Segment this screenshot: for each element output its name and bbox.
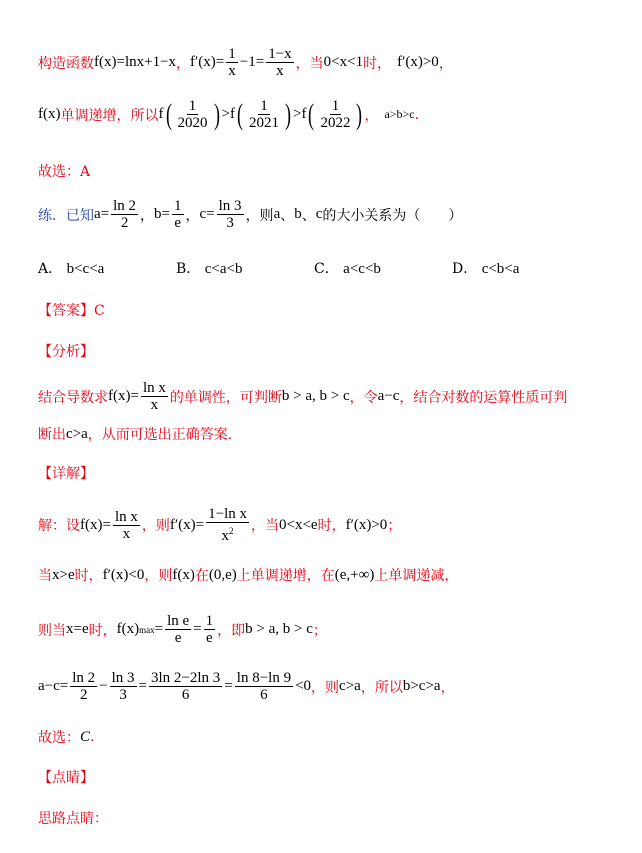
comment-heading: [38, 767, 94, 787]
math-interval-e-inf: (e,+∞): [334, 566, 375, 583]
text: ；: [387, 518, 402, 534]
math-c-eq: c=: [199, 206, 215, 222]
numerator: ln 8−ln 9: [236, 670, 292, 686]
numerator: ln 2: [113, 198, 137, 214]
math-eq: =: [138, 678, 148, 694]
detail-line-2: [38, 565, 458, 585]
math-fx: f(x): [116, 621, 140, 637]
math-a-minus-c-eq: a−c=: [38, 678, 69, 694]
math-interval: 0<x<e: [279, 516, 318, 533]
numerator: 1: [205, 613, 214, 629]
math-f: f: [301, 106, 307, 122]
denominator: e: [206, 630, 213, 646]
denominator: x: [276, 63, 284, 79]
detail-line-1: [38, 506, 401, 544]
text: 故选：: [38, 730, 80, 746]
text: 的单调性，可判断: [169, 389, 282, 406]
comment-title: 【点睛】: [38, 770, 94, 786]
fraction-ln3-over-3: [110, 670, 137, 703]
math-a-b-c: a>b>c: [384, 107, 415, 121]
detail-line-4: [38, 670, 455, 703]
numerator: ln x: [142, 380, 166, 396]
option-expr: c<b<a: [481, 261, 520, 277]
detail-heading: [38, 463, 94, 483]
math-fx: f(x): [172, 566, 195, 583]
math-fx-eq: f(x)=: [108, 388, 139, 404]
text: ，所以: [360, 679, 403, 696]
answer-text: 【答案】C: [38, 303, 105, 319]
fraction-ln8-ln9: [235, 670, 293, 703]
text: ；: [312, 622, 327, 639]
denominator: e: [174, 215, 182, 231]
math-c: C: [80, 728, 91, 745]
math-c: c: [315, 206, 323, 222]
text-comma: ，: [364, 107, 379, 124]
fraction-combined: [149, 670, 222, 703]
text-choice-a: 故选：A: [38, 164, 91, 180]
analysis-line-2: [38, 424, 232, 444]
text-then: ，则: [245, 207, 274, 224]
line-construct-function: [38, 46, 453, 79]
math-b-gt: b > a, b > c: [245, 621, 313, 637]
paren-right: ): [284, 97, 291, 131]
math-c-gt-a: c>a: [339, 678, 361, 694]
math-x-gt-e: x>e: [52, 566, 75, 583]
text: 在: [194, 568, 209, 584]
math-eq: =: [154, 621, 164, 637]
denominator: [220, 523, 236, 544]
option-b: [176, 258, 242, 278]
denominator: 6: [260, 687, 268, 703]
text: ，从而可选出正确答案.: [87, 427, 233, 443]
math-a-eq: a=: [94, 206, 110, 222]
text-comma: ，: [176, 55, 191, 72]
fraction-ln3-over-3: [217, 198, 244, 231]
math-minus: −: [99, 678, 108, 694]
option-label: B．: [176, 261, 201, 277]
text: .: [90, 729, 95, 745]
numerator: 1: [331, 98, 340, 114]
text: ，则: [144, 568, 173, 584]
fraction-1-over-e: [172, 198, 184, 231]
fraction-1-minus-x-over-x: [266, 46, 293, 79]
denominator: x: [122, 525, 131, 542]
comment-text: 思路点睛：: [38, 811, 108, 827]
math-interval: 0<x<1: [323, 54, 364, 70]
denominator: 2022: [320, 115, 351, 131]
text-comma: ，: [140, 207, 155, 224]
numerator: 1−x: [268, 46, 292, 62]
detail-line-3: [38, 613, 327, 646]
text: ，当: [251, 518, 279, 534]
exponent: 2: [229, 526, 234, 536]
text-time: 时，: [363, 55, 392, 72]
option-label: A．: [38, 261, 63, 277]
analysis-title: 【分析】: [38, 344, 94, 360]
text-comma: ，: [185, 207, 200, 224]
numerator: 1−ln x: [208, 506, 247, 522]
math-a: a: [273, 206, 281, 222]
paren-right: ): [356, 97, 363, 131]
detail-line-5: [38, 727, 94, 747]
fraction-1-over-2022: [318, 98, 352, 131]
text: 时，: [317, 518, 346, 534]
math-f: f: [158, 106, 164, 122]
text-relation: 的大小关系为（ ）: [322, 207, 463, 224]
text: ，即: [217, 622, 246, 639]
denominator: 3: [226, 215, 234, 231]
denominator: x: [228, 63, 236, 79]
denominator: 2021: [248, 115, 279, 131]
x: x: [221, 528, 230, 544]
text: 结合导数求: [38, 389, 108, 406]
fraction-ln2-over-2: [70, 670, 97, 703]
paren-right: ): [213, 97, 220, 131]
text-comma: ，: [438, 55, 453, 72]
numerator: ln x: [114, 508, 138, 525]
paren-left: (: [308, 97, 315, 131]
option-d: [452, 258, 519, 278]
answer-heading: [38, 300, 105, 320]
text: 上单调递减，: [374, 568, 459, 584]
text: 时，: [74, 568, 103, 584]
option-label: C．: [314, 261, 339, 277]
math-c-gt-a: c>a: [66, 425, 88, 442]
math-fx: f(x): [38, 106, 61, 122]
denominator: 2: [79, 687, 88, 703]
text: ，则: [141, 518, 170, 534]
text: 解：设: [38, 518, 80, 534]
numerator: 1: [188, 98, 197, 114]
text: ，则: [311, 679, 340, 696]
math-f: f: [229, 106, 235, 122]
text-period: .: [414, 106, 420, 123]
paren-left: (: [165, 97, 172, 131]
text: ，: [440, 679, 455, 696]
text: 断出: [38, 427, 66, 443]
text-construct: 构造函数: [38, 55, 94, 72]
text: 时，: [88, 622, 117, 639]
numerator: 1: [260, 98, 268, 114]
math-minus-one: −1=: [239, 54, 265, 70]
text-when: ，当: [295, 55, 324, 72]
math-gt: >: [221, 106, 230, 122]
numerator: 3ln 2−2ln 3: [151, 670, 221, 686]
fraction-lnx-over-x: [113, 509, 140, 542]
option-expr: a<c<b: [343, 261, 381, 277]
comment-line: [38, 808, 108, 828]
text: ，结合对数的运算性质可判: [399, 389, 568, 406]
fraction-derivative: [206, 506, 249, 544]
analysis-heading: [38, 341, 94, 361]
fraction-1-over-2020: [176, 98, 210, 131]
line-choice: [38, 161, 90, 181]
option-c: [314, 258, 381, 278]
denominator: x: [150, 397, 159, 413]
text-sep: 、: [280, 207, 295, 224]
numerator: ln 3: [218, 198, 242, 214]
math-b-eq: b=: [154, 206, 171, 222]
math-lt-zero: <0: [295, 678, 312, 694]
fraction-ln2-over-2: [111, 198, 138, 231]
fraction-lne-over-e: [165, 613, 191, 646]
denominator: 2020: [177, 115, 208, 131]
text: 则当: [38, 622, 66, 639]
text-sep: 、: [301, 207, 316, 224]
math-fprime-positive: f′(x)>0: [345, 516, 388, 533]
denominator: 3: [119, 687, 127, 703]
option-label: D．: [452, 261, 478, 277]
math-fprime-negative: f′(x)<0: [102, 566, 145, 583]
math-x-eq-e: x=e: [66, 621, 89, 637]
math-fx-eq: f(x)=: [80, 516, 111, 533]
exercise-question: [38, 198, 462, 231]
text: 当: [38, 568, 52, 584]
denominator: 6: [181, 687, 190, 703]
numerator: 1: [174, 198, 182, 214]
denominator: 2: [120, 215, 129, 231]
text-exercise: 练．已知: [38, 207, 94, 224]
numerator: ln 2: [72, 670, 96, 686]
option-expr: c<a<b: [204, 261, 243, 277]
numerator: ln e: [167, 613, 190, 629]
numerator: 1: [228, 46, 236, 62]
option-expr: b<c<a: [66, 261, 105, 277]
math-fprime-positive: f′(x)>0: [397, 54, 439, 70]
math-f-def: f(x)=lnx+1−x: [94, 54, 177, 70]
analysis-line-1: [38, 380, 567, 413]
math-a-minus-c: a−c: [377, 388, 400, 404]
fraction-1-over-e: [204, 613, 216, 646]
denominator: e: [174, 630, 182, 646]
math-eq: =: [193, 621, 202, 637]
math-b-gt: b > a, b > c: [281, 388, 350, 404]
math-fprime-eq: f′(x)=: [169, 516, 205, 533]
fraction-1-over-2021: [247, 98, 281, 131]
detail-title: 【详解】: [38, 466, 94, 482]
math-eq: =: [224, 678, 233, 694]
text: ，令: [349, 389, 378, 406]
numerator: ln 3: [111, 670, 135, 686]
text-increasing: 单调递增，所以: [60, 107, 159, 124]
fraction-lnx-over-x: [141, 380, 168, 413]
math-b-gt-c-gt-a: b>c>a: [402, 678, 441, 694]
paren-left: (: [236, 97, 243, 131]
line-increasing: [38, 98, 419, 131]
text: 上单调递增，在: [236, 568, 335, 584]
math-interval-0-e: (0,e): [208, 566, 237, 583]
math-gt: >: [292, 106, 302, 122]
fraction-1-over-x: [226, 46, 238, 79]
math-fprime: f′(x)=: [190, 54, 225, 70]
math-max-subscript: max: [139, 624, 155, 635]
option-a: [38, 258, 104, 278]
math-b: b: [294, 206, 302, 222]
